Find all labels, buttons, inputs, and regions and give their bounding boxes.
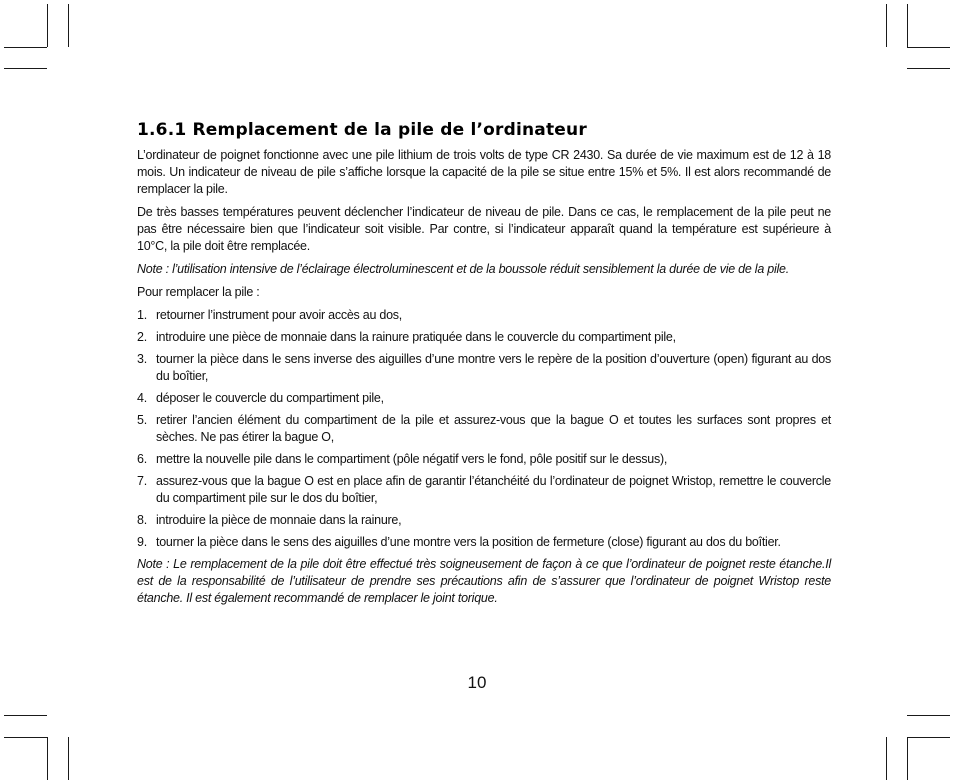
step-text: retourner l’instrument pour avoir accès au dos,: [156, 308, 403, 322]
crop-mark: [4, 715, 47, 716]
step-text: assurez-vous que la bague O est en place afin de garantir l’étanchéité du l’ordinateur de poignet Wristop, remettre le couvercle du compartiment pile sur le dos du boîtier,: [156, 474, 831, 505]
crop-mark: [907, 68, 950, 69]
crop-mark: [907, 4, 908, 47]
list-item: [137, 512, 831, 529]
crop-mark: [907, 737, 950, 738]
list-item: [137, 390, 831, 407]
step-number: 2.: [137, 330, 147, 344]
paragraph: L’ordinateur de poignet fonctionne avec une pile lithium de trois volts de type CR 2430. Sa durée de vie maximum est de 12 à 18 mois. Un indicateur de niveau de pile s’affiche lorsque la capacité de la pile se situe entre 15% et 5%. Il est alors recommandé de remplacer la pile.: [137, 148, 831, 196]
step-number: 9.: [137, 535, 147, 549]
list-item: [137, 329, 831, 346]
list-item: [137, 307, 831, 324]
step-number: 1.: [137, 308, 147, 322]
step-number: 5.: [137, 413, 147, 427]
crop-mark: [68, 737, 69, 780]
note-paragraph: Note : l’utilisation intensive de l’éclairage électroluminescent et de la boussole réduit sensiblement la durée de vie de la pile.: [137, 262, 789, 276]
list-item: [137, 412, 831, 446]
step-text: retirer l’ancien élément du compartiment de la pile et assurez-vous que la bague O et toutes les surfaces sont propres et sèches. Ne pas étirer la bague O,: [156, 413, 831, 444]
crop-mark: [907, 47, 950, 48]
page-number: 10: [467, 673, 487, 692]
step-number: 6.: [137, 452, 147, 466]
crop-mark: [886, 4, 887, 47]
steps-list: [137, 307, 831, 551]
crop-mark: [907, 737, 908, 780]
crop-mark: [4, 737, 47, 738]
crop-mark: [47, 4, 48, 47]
crop-mark: [68, 4, 69, 47]
list-item: [137, 451, 831, 468]
crop-mark: [47, 737, 48, 780]
step-number: 7.: [137, 474, 147, 488]
step-number: 4.: [137, 391, 147, 405]
section-heading: 1.6.1 Remplacement de la pile de l’ordinateur: [137, 120, 587, 140]
step-text: déposer le couvercle du compartiment pile,: [156, 391, 384, 405]
step-text: mettre la nouvelle pile dans le compartiment (pôle négatif vers le fond, pôle positif sur le dessus),: [156, 452, 668, 466]
step-text: tourner la pièce dans le sens des aiguilles d’une montre vers la position de fermeture (close) figurant au dos du boîtier.: [156, 535, 781, 549]
step-number: 3.: [137, 352, 147, 366]
crop-mark: [886, 737, 887, 780]
step-text: introduire la pièce de monnaie dans la rainure,: [156, 513, 402, 527]
crop-mark: [907, 715, 950, 716]
note-paragraph: Note : Le remplacement de la pile doit être effectué très soigneusement de façon à ce que l’ordinateur de poignet reste étanche.Il est de la responsabilité de l’utilisateur de prendre ses précautions afin de s’assurer que l’ordinateur de poignet Wristop reste étanche. Il est également recommandé de remplacer le joint torique.: [137, 557, 831, 605]
crop-mark: [4, 68, 47, 69]
crop-mark: [4, 47, 47, 48]
steps-intro: Pour remplacer la pile :: [137, 285, 260, 299]
list-item: [137, 351, 831, 385]
step-number: 8.: [137, 513, 147, 527]
step-text: tourner la pièce dans le sens inverse des aiguilles d’une montre vers le repère de la position d’ouverture (open) figurant au dos du boîtier,: [156, 352, 831, 383]
list-item: [137, 534, 831, 551]
paragraph: De très basses températures peuvent déclencher l’indicateur de niveau de pile. Dans ce cas, le remplacement de la pile peut ne pas être nécessaire bien que l’indicateur soit visible. Par contre, si l’indicateur apparaît quand la température est supérieure à 10°C, la pile doit être remplacée.: [137, 205, 831, 253]
step-text: introduire une pièce de monnaie dans la rainure pratiquée dans le couvercle du compartiment pile,: [156, 330, 676, 344]
battery-section: [137, 120, 831, 613]
list-item: [137, 473, 831, 507]
